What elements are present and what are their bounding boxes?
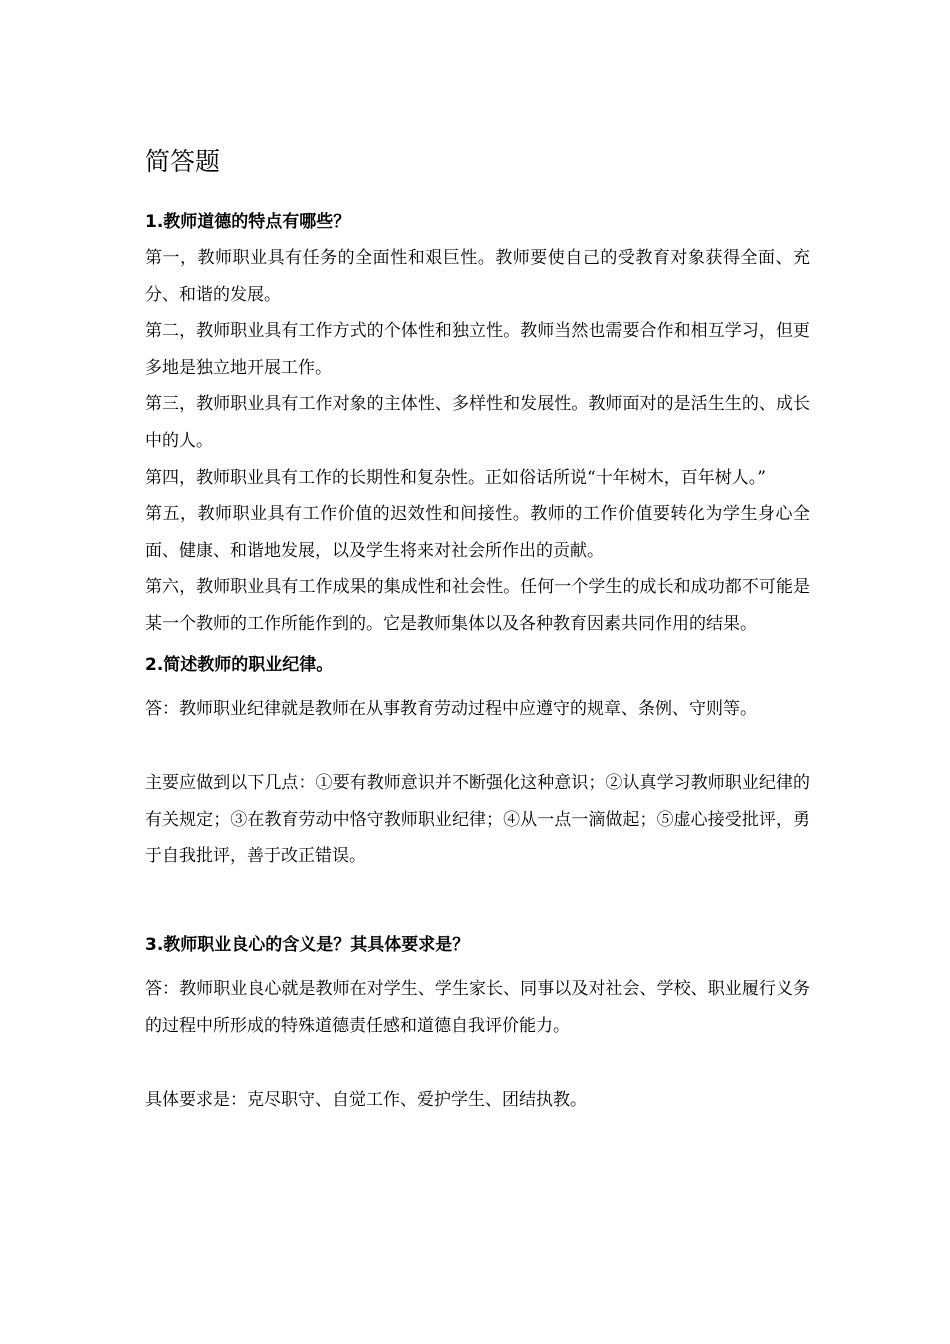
spacer — [145, 963, 810, 971]
q3-detail: 具体要求是：克尽职守、自觉工作、爱护学生、团结执教。 — [145, 1090, 587, 1111]
document-body — [145, 204, 810, 1119]
spacer — [145, 727, 810, 765]
question-3: 3.教师职业良心的含义是？其具体要求是？ — [145, 934, 470, 955]
q1-point-6: 第六，教师职业具有工作成果的集成性和社会性。任何一个学生的成长和成功都不可能是某一个教师的工作所能作到的。它是教师集体以及各种教育因素共同作用的结果。 — [145, 577, 810, 634]
q1-point-2: 第二，教师职业具有工作方式的个体性和独立性。教师当然也需要合作和相互学习，但更多地是独立地开展工作。 — [145, 321, 810, 378]
q1-point-5: 第五，教师职业具有工作价值的迟效性和间接性。教师的工作价值要转化为学生身心全面、健康、和谐地发展，以及学生将来对社会所作出的贡献。 — [145, 504, 810, 561]
spacer — [145, 1044, 810, 1082]
q1-point-3: 第三，教师职业具有工作对象的主体性、多样性和发展性。教师面对的是活生生的、成长中的人。 — [145, 394, 810, 451]
spacer — [145, 875, 810, 927]
q3-answer: 答：教师职业良心就是教师在对学生、学生家长、同事以及对社会、学校、职业履行义务的过程中所形成的特殊道德责任感和道德自我评价能力。 — [145, 978, 810, 1036]
page-title: 简答题 — [145, 147, 221, 176]
question-1: 1.教师道德的特点有哪些？ — [145, 212, 351, 232]
question-2: 2.简述教师的职业纪律。 — [145, 654, 334, 675]
spacer — [145, 683, 810, 691]
q1-point-4: 第四，教师职业具有工作的长期性和复杂性。正如俗话所说“十年树木，百年树人。” — [145, 467, 766, 488]
q2-detail: 主要应做到以下几点：①要有教师意识并不断强化这种意识；②认真学习教师职业纪律的有关规定；③在教育劳动中恪守教师职业纪律；④从一点一滴做起；⑤虚心接受批评，勇于自我批评，善于改正错误。 — [145, 773, 810, 867]
q2-answer: 答：教师职业纪律就是教师在从事教育劳动过程中应遵守的规章、条例、守则等。 — [145, 698, 757, 719]
q1-point-1: 第一，教师职业具有任务的全面性和艰巨性。教师要使自己的受教育对象获得全面、充分、和谐的发展。 — [145, 248, 810, 305]
